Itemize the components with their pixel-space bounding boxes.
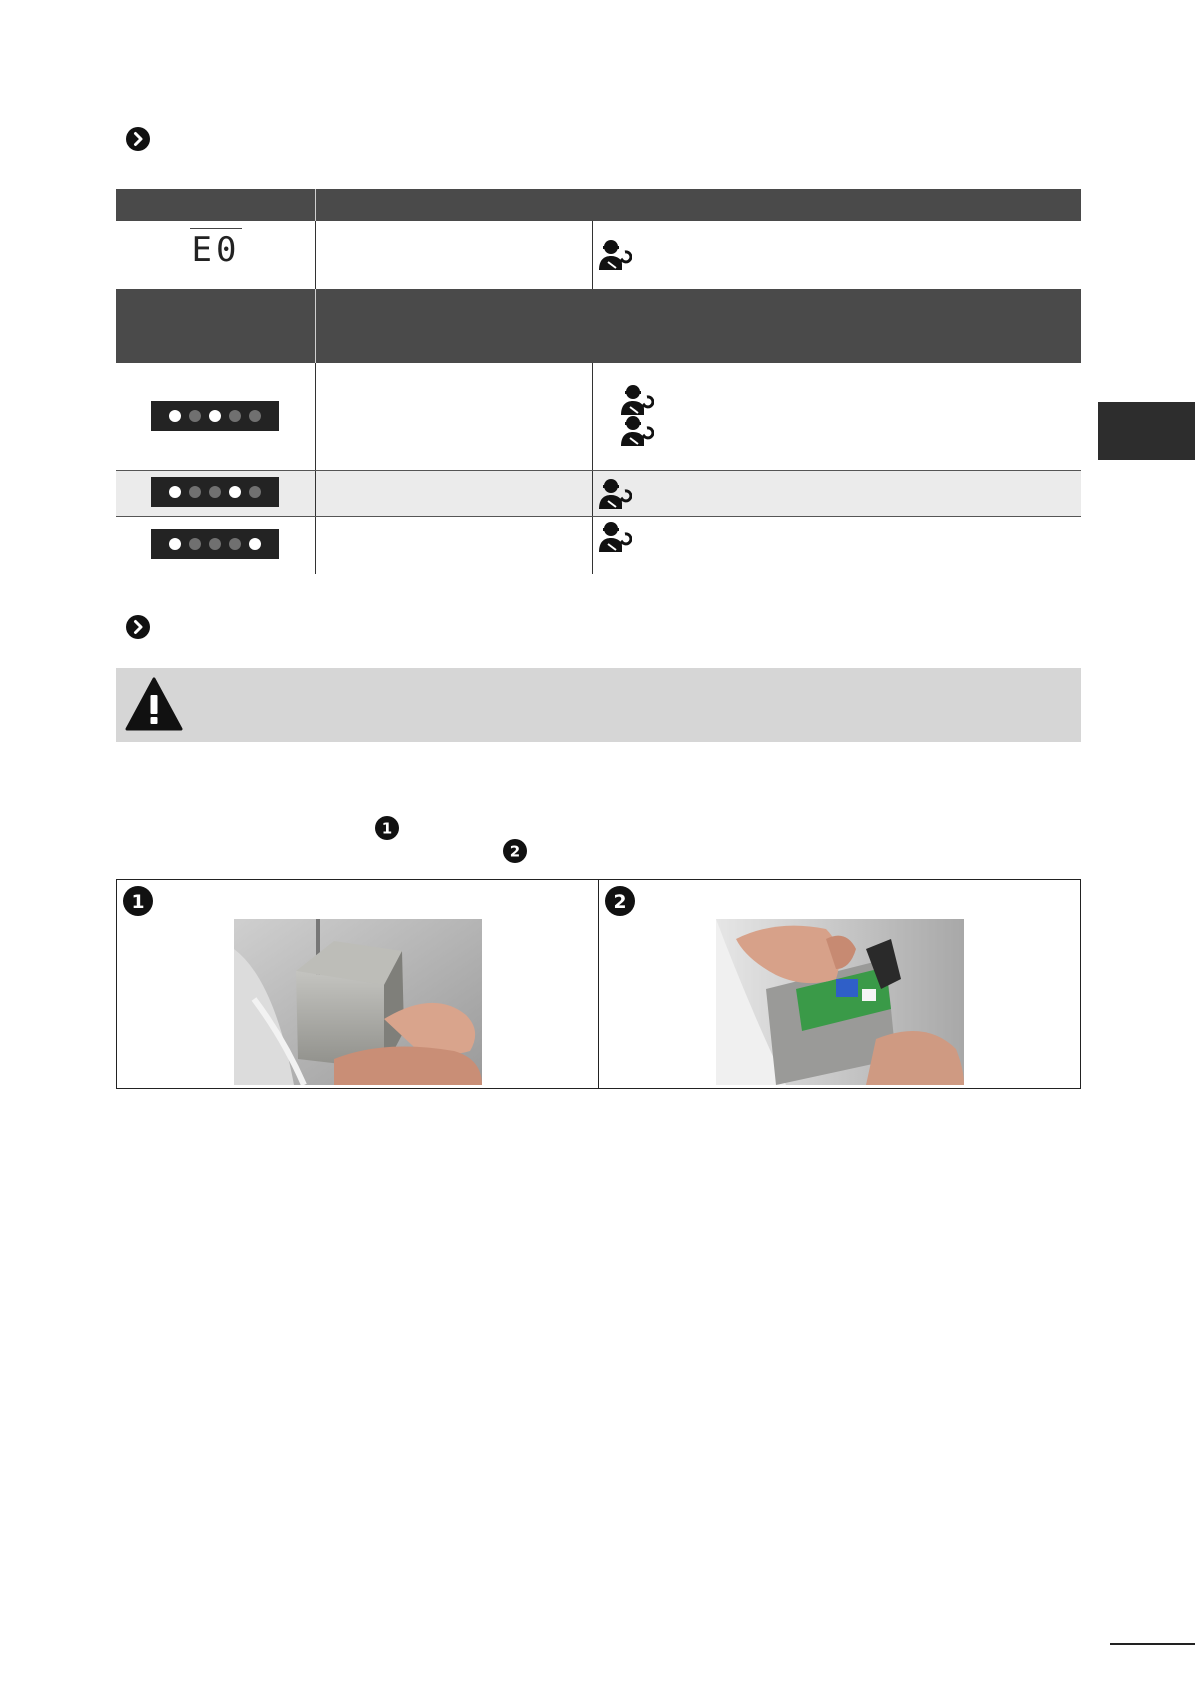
led-off bbox=[209, 486, 221, 498]
section-tab-marker bbox=[1098, 402, 1195, 460]
technician-icon bbox=[620, 383, 654, 417]
led-off bbox=[189, 410, 201, 422]
chevron-right-icon bbox=[126, 127, 150, 151]
led-off bbox=[249, 410, 261, 422]
led-on bbox=[169, 538, 181, 550]
warning-icon bbox=[125, 677, 183, 731]
led-off bbox=[189, 486, 201, 498]
svg-text:1: 1 bbox=[131, 891, 145, 913]
table-subheader bbox=[116, 289, 1081, 363]
technician-icon bbox=[620, 414, 654, 448]
led-off bbox=[229, 538, 241, 550]
display-code: E0 bbox=[191, 230, 241, 270]
technician-icon bbox=[598, 238, 632, 272]
step-panel-1 bbox=[116, 879, 599, 1089]
led-indicator-row-1 bbox=[151, 401, 279, 431]
chevron-right-icon bbox=[126, 615, 150, 639]
svg-text:2: 2 bbox=[613, 891, 627, 913]
step-1-marker bbox=[375, 816, 399, 840]
led-on bbox=[229, 486, 241, 498]
photo-remove-cover bbox=[234, 919, 482, 1085]
footer-rule bbox=[1110, 1643, 1195, 1645]
led-on bbox=[169, 410, 181, 422]
led-indicator-row-2 bbox=[151, 477, 279, 507]
technician-icon bbox=[598, 520, 632, 554]
step-2-badge bbox=[605, 886, 635, 916]
led-indicator-row-3 bbox=[151, 529, 279, 559]
led-off bbox=[249, 486, 261, 498]
technician-icon bbox=[598, 477, 632, 511]
led-off bbox=[209, 538, 221, 550]
led-off bbox=[229, 410, 241, 422]
step-panel-2 bbox=[598, 879, 1081, 1089]
warning-bar bbox=[116, 668, 1081, 742]
step-2-marker bbox=[503, 839, 527, 863]
led-on bbox=[209, 410, 221, 422]
led-on bbox=[169, 486, 181, 498]
table-header bbox=[116, 189, 1081, 221]
svg-text:2: 2 bbox=[509, 842, 521, 861]
svg-text:1: 1 bbox=[381, 819, 393, 838]
step-1-badge bbox=[123, 886, 153, 916]
photo-open-module bbox=[716, 919, 964, 1085]
led-on bbox=[249, 538, 261, 550]
led-off bbox=[189, 538, 201, 550]
